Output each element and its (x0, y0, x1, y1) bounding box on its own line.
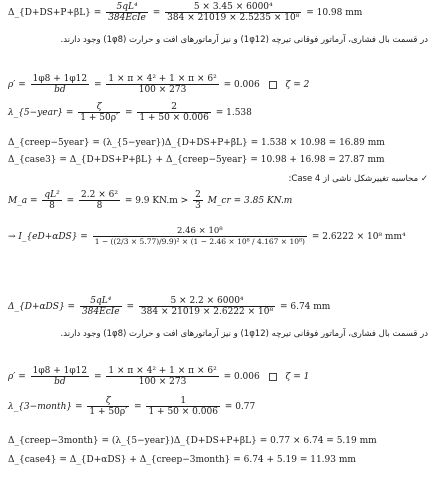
lambda-5year-eq: λ_{5−year} = $\frac{\zeta}{1 + 50\rho'}$ = $\frac{2}{1 + 50 \times 0.006}$ = 1.538 (8, 102, 252, 123)
section-heading: ✓ محاسبه تغییرشکل ناشی از Case 4: (288, 174, 428, 184)
fraction: $\frac{\text{1 × π × 4² + 1 × π × 6²}}{100 \times 273}$ (108, 366, 217, 387)
lambda-3month-eq: λ_{3−month} = $\frac{\zeta}{1 + 50\rho'}$ = $\frac{1}{1 + 50 \times 0.006}$ = 0.77 (8, 396, 256, 417)
fraction: $\frac{\text{5qL⁴}}{\text{384EcIe}}$ (81, 296, 120, 317)
case4-total-eq: Δ_{case4} = Δ_{D+αDS} + Δ_{creep−3month} = 6.74 + 5.19 = 11.93 mm (8, 455, 356, 465)
fraction: $\frac{2}{1 + 50 \times 0.006}$ (139, 102, 209, 123)
deflection-eq-case3: Δ_{D+DS+P+βL} = $\frac{\text{5qL⁴}}{\text{384EcIe}}$ = $\frac{\text{5 × 3.45 × 6000⁴}}{\text{384 × 21019 × 2.5235 × 10⁸}}$ = 10.98 mm (8, 2, 363, 23)
rho-prime-eq: ρ′ = $\frac{1\varphi 8 + 1\varphi 12}{bd}$ = $\frac{\text{1 × π × 4² + 1 × π × 6²}}{100 \times 273}$ = 0.006 ζ = 2 (8, 74, 310, 95)
moment-eq: M_a = $\frac{\text{qL²}}{8}$ = $\frac{\text{2.2 × 6²}}{8}$ = 9.9 KN.m > $\frac{2}{3}$ M_cr = 3.85 KN.m (8, 190, 293, 211)
fraction: $\frac{2}{3}$ (195, 190, 201, 211)
implies-symbol (269, 81, 277, 89)
fraction: $\frac{\text{1 × π × 4² + 1 × π × 6²}}{100 \times 273}$ (108, 74, 217, 95)
eq-lhs: Δ_{D+DS+P+βL} = (8, 8, 102, 18)
fraction: $\frac{\text{5 × 2.2 × 6000⁴}}{\text{384 × 21019 × 2.6222 × 10⁸}}$ (140, 296, 274, 317)
rho-prime-eq-2: ρ′ = $\frac{1\varphi 8 + 1\varphi 12}{bd}$ = $\frac{\text{1 × π × 4² + 1 × π × 6²}}{100 \times 273}$ = 0.006 ζ = 1 (8, 366, 310, 387)
eq-result: = 10.98 mm (306, 8, 363, 18)
fraction: $\frac{\zeta}{1 + 50\rho'}$ (89, 396, 128, 417)
checkmark-icon: ✓ (420, 174, 428, 184)
creep-3month-eq: Δ_{creep−3month} = (λ_{5−year})Δ_{D+DS+P+βL} = 0.77 × 6.74 = 5.19 mm (8, 436, 377, 446)
deflection-eq-case4: Δ_{D+αDS} = $\frac{\text{5qL⁴}}{\text{384EcIe}}$ = $\frac{\text{5 × 2.2 × 6000⁴}}{\text{384 × 21019 × 2.6222 × 10⁸}}$ = 6.74 mm (8, 296, 331, 317)
fraction: $\frac{1}{1 + 50 \times 0.006}$ (148, 396, 218, 417)
fraction: $\frac{\zeta}{1 + 50\rho'}$ (80, 102, 119, 123)
fraction: $\frac{\text{2.2 × 6²}}{8}$ (81, 190, 118, 211)
fraction: $\frac{1\varphi 8 + 1\varphi 12}{bd}$ (32, 366, 88, 387)
creep-5year-eq: Δ_{creep−5year} = (λ_{5−year})Δ_{D+DS+P+βL} = 1.538 × 10.98 = 16.89 mm (8, 138, 385, 148)
implies-symbol (269, 373, 277, 381)
paragraph-compression-flange-2: در قسمت بال فشاری، آرماتور فوقانی تیرچه (1φ12) و نیز آرماتورهای افت و حرارت (1φ8) وجود دارند. (60, 329, 428, 339)
fraction: $\frac{\text{2.46 × 10⁸}}{\text{1 − ((2/3 × 5.77)/9.9)² × (1 − 2.46 × 10⁸ / 4.167 × 10⁸)}}$ (94, 226, 305, 246)
fraction: $\frac{\text{5qL⁴}}{\text{384EcIe}}$ (108, 2, 146, 23)
fraction: $\frac{1\varphi 8 + 1\varphi 12}{bd}$ (32, 74, 88, 95)
case3-total-eq: Δ_{case3} = Δ_{D+DS+P+βL} + Δ_{creep−5year} = 10.98 + 16.98 = 27.87 mm (8, 155, 385, 165)
effective-inertia-eq: → I_{eD+αDS} = $\frac{\text{2.46 × 10⁸}}{\text{1 − ((2/3 × 5.77)/9.9)² × (1 − 2.46 × 10⁸ / 4.167 × 10⁸)}}$ = 2.6222 × 10⁸ mm⁴ (8, 226, 406, 246)
fraction: $\frac{\text{5 × 3.45 × 6000⁴}}{\text{384 × 21019 × 2.5235 × 10⁸}}$ (167, 2, 300, 23)
fraction: $\frac{\text{qL²}}{8}$ (44, 190, 60, 211)
paragraph-compression-flange: در قسمت بال فشاری، آرماتور فوقانی تیرچه (1φ12) و نیز آرماتورهای افت و حرارت (1φ8) وجود دارند. (60, 35, 428, 45)
